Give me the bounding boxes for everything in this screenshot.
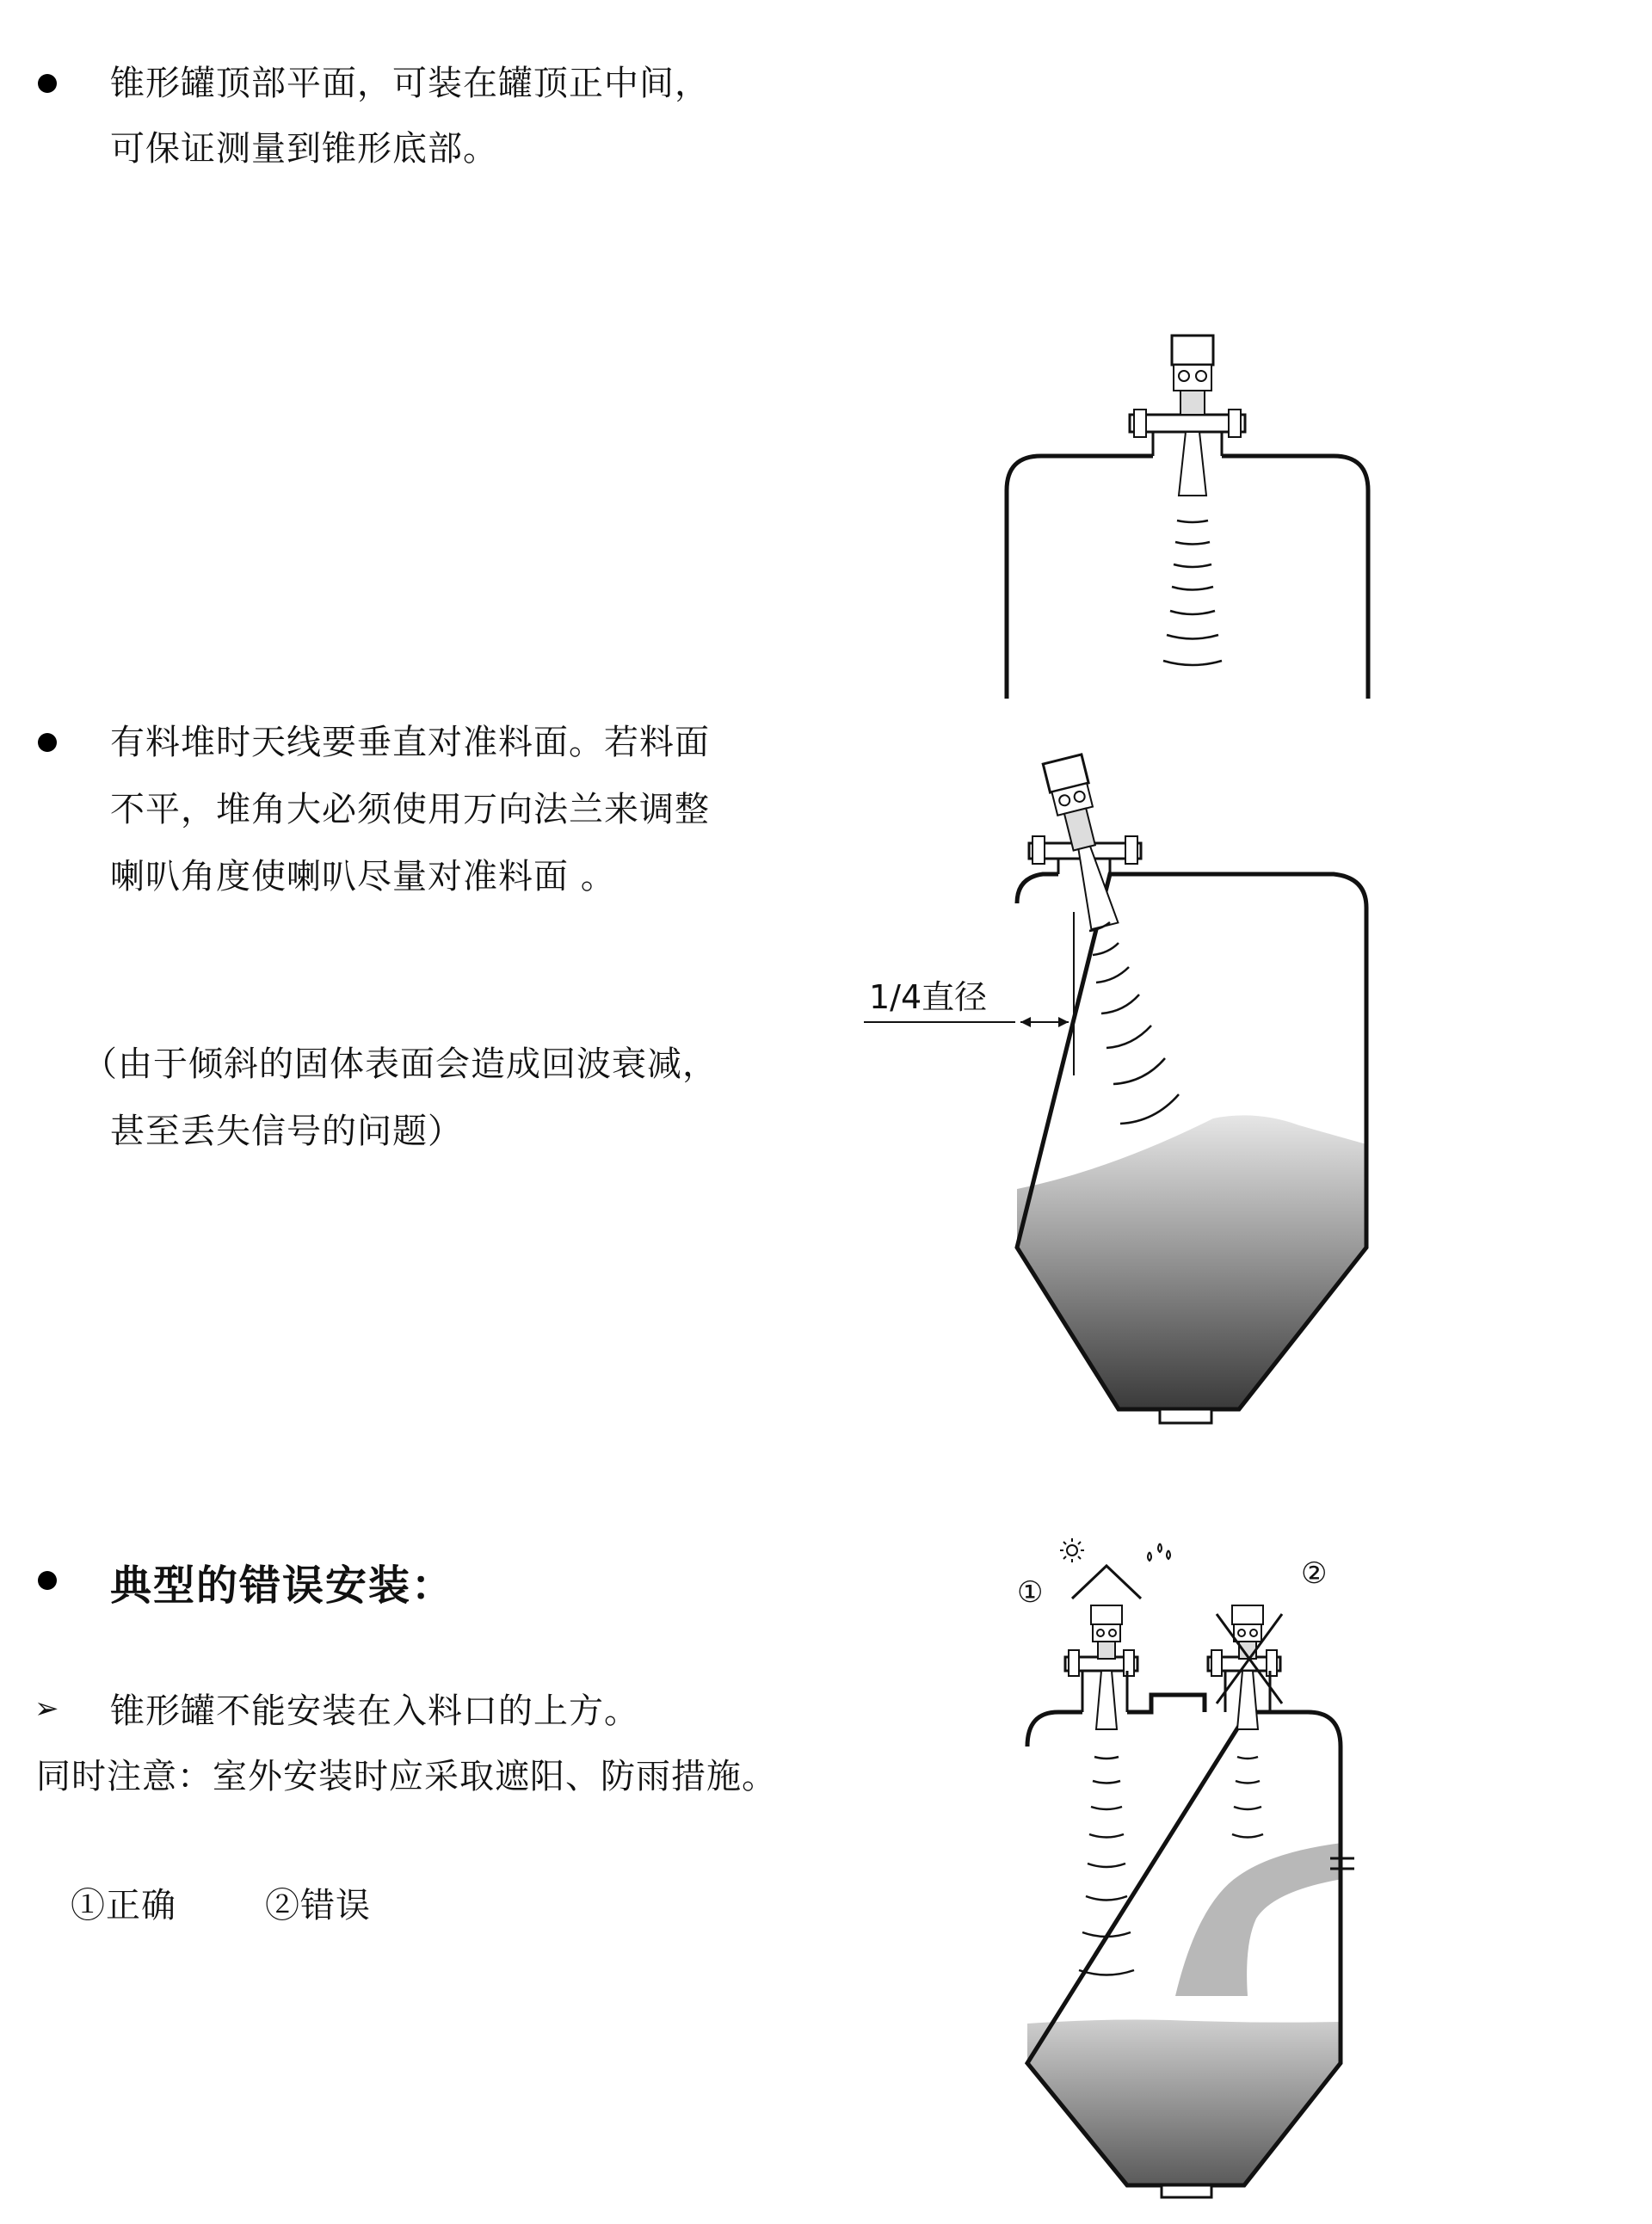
paragraph-line: 有料堆时天线要垂直对准料面。若料面 (110, 723, 710, 762)
legend-wrong: ②错误 (265, 1886, 371, 1925)
marker-wrong: ② (1301, 1556, 1328, 1591)
tank-diagram-centered (989, 327, 1385, 705)
legend-correct: ①正确 (71, 1886, 176, 1925)
marker-correct: ① (1017, 1575, 1044, 1610)
note-line: 甚至丢失信号的问题） (110, 1112, 463, 1151)
section-heading: 典型的错误安装： (110, 1562, 455, 1610)
paragraph-line: 可保证测量到锥形底部。 (110, 129, 498, 169)
rain-icon (1148, 1543, 1170, 1561)
paragraph-line: 喇叭角度使喇叭尽量对准料面 。 (110, 857, 616, 896)
note-line: （由于倾斜的固体表面会造成回波衰减， (83, 1044, 718, 1084)
arrow-bullet-icon: ➢ (34, 1691, 59, 1726)
tank-diagram-installation (998, 1531, 1377, 2220)
bullet-icon (38, 733, 57, 752)
bullet-icon (38, 74, 57, 93)
bullet-icon (38, 1571, 57, 1590)
tank-diagram-tilted (852, 740, 1402, 1428)
sun-icon (1060, 1538, 1084, 1562)
list-item: 锥形罐不能安装在入料口的上方。 (110, 1691, 639, 1731)
note-line: 同时注意：室外安装时应采取遮阳、防雨措施。 (36, 1757, 777, 1796)
paragraph-line: 不平，堆角大必须使用万向法兰来调整 (110, 790, 710, 829)
dimension-label: 1/4直径 (869, 978, 988, 1016)
paragraph-line: 锥形罐顶部平面，可装在罐顶正中间， (110, 64, 710, 103)
